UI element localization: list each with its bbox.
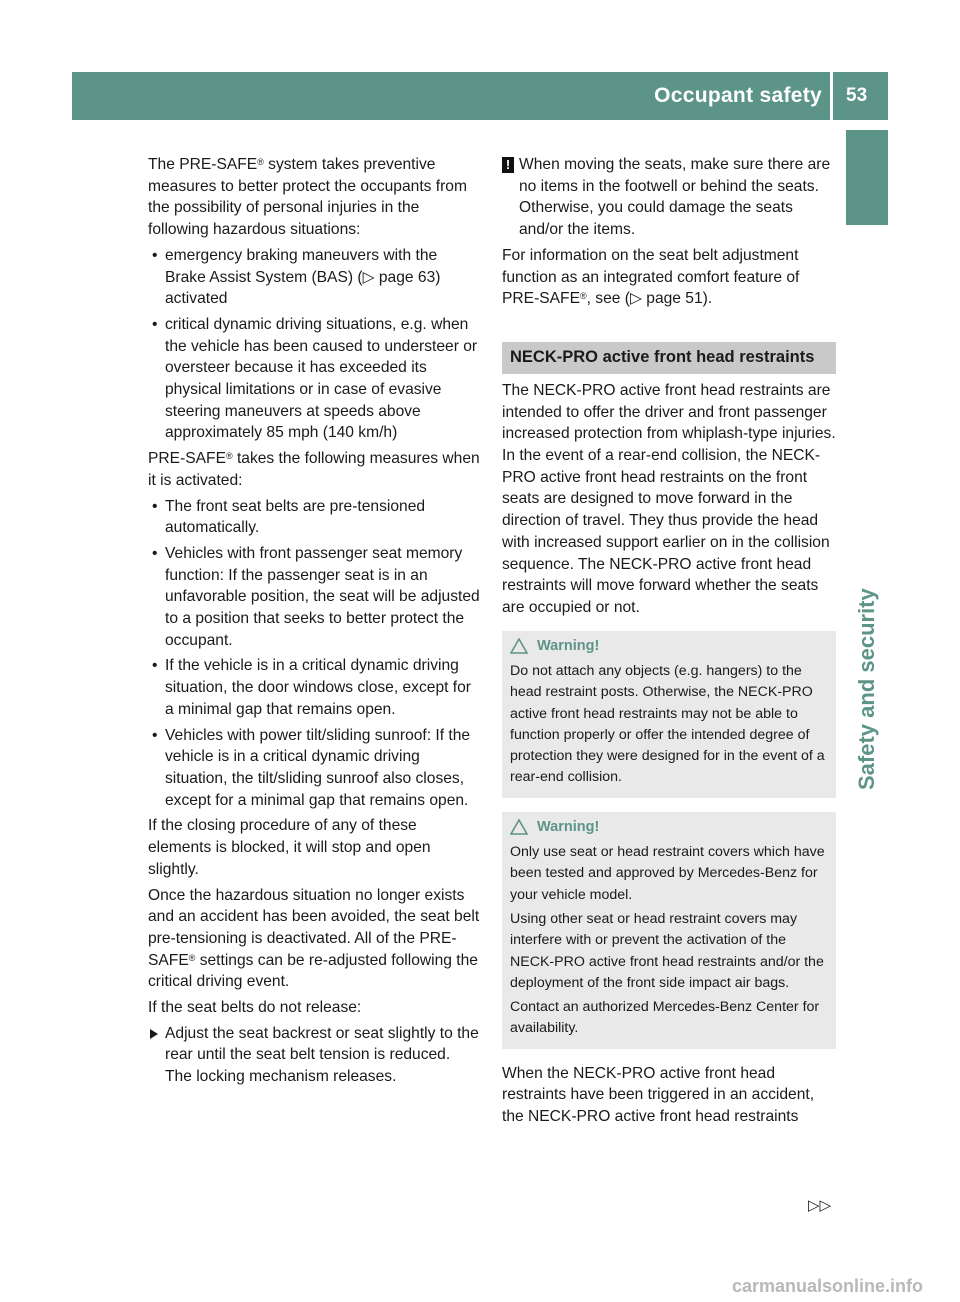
- paragraph: When the NECK-PRO active front head restraints have been triggered in an accident, the NECK-PRO active front head restraints: [502, 1064, 815, 1126]
- text-span: Once the hazardous situation no longer exists and an accident has been avoided, the seat belt pre-tensioning is deactivated. All of the PRE-SAFE: [148, 886, 480, 969]
- right-column: [502, 154, 836, 1132]
- page-number: 53: [846, 85, 868, 106]
- paragraph: [148, 154, 482, 241]
- warning-box: [502, 631, 836, 798]
- note-text: When moving the seats, make sure there are no items in the footwell or behind the seats. Otherwise, you could damage the seats and/or the items.: [519, 156, 831, 239]
- warning-text: Using other seat or head restraint covers may interfere with or prevent the activation of the NECK-PRO active front head restraints and/or the deployment of the front side impact air bags.: [510, 910, 824, 991]
- step-text: Adjust the seat backrest or seat slightly to the rear until the seat belt tension is reduced.: [165, 1024, 479, 1064]
- paragraph: If the seat belts do not release:: [148, 999, 362, 1017]
- list-item: • critical dynamic driving situations, e.g. when the vehicle has been caused to understeer or oversteer because it has exceeded its physical limitations or in case of evasive steering maneuvers at speeds above approximately 85 mph (140 km/h): [148, 314, 482, 444]
- paragraph: [148, 885, 482, 994]
- warning-title: [510, 817, 828, 838]
- warning-text: Do not attach any objects (e.g. hangers) to the head restraint posts. Otherwise, the NECK-PRO active front head restraints may not be able to function properly or offer the intended degree of protection they were designed for in the event of a rear-end collision.: [510, 662, 825, 786]
- registered-mark: ®: [579, 291, 587, 302]
- warning-triangle-icon: [510, 638, 528, 654]
- warning-title: [510, 636, 828, 657]
- text-span: PRE-SAFE: [148, 450, 226, 468]
- text-span: The PRE-SAFE: [148, 156, 258, 173]
- warning-triangle-icon: [510, 819, 528, 835]
- page-title: Occupant safety: [654, 84, 822, 107]
- list-item: • Vehicles with front passenger seat memory function: If the passenger seat is in an unfavorable position, the seat will be adjusted to a position that seeks to better protect the occupant.: [148, 543, 482, 652]
- warning-title-text: Warning!: [537, 818, 600, 835]
- warning-box: [502, 812, 836, 1049]
- exclamation-icon: !: [502, 157, 514, 173]
- list-item: • If the vehicle is in a critical dynamic driving situation, the door windows close, except for a minimal gap that remains open.: [148, 655, 482, 720]
- side-tab-label: Safety and security: [854, 588, 879, 790]
- step-result: The locking mechanism releases.: [165, 1068, 397, 1086]
- warning-text: Contact an authorized Mercedes-Benz Center for availability.: [510, 999, 820, 1037]
- text-span: For information on the seat belt adjustment function as an integrated comfort feature of PRE-SAFE: [502, 246, 800, 308]
- registered-mark: ®: [188, 952, 196, 963]
- text-span: takes the following measures when it is activated:: [148, 450, 480, 489]
- paragraph: [148, 448, 482, 491]
- text-span: settings can be re-adjusted following the critical driving event.: [148, 951, 478, 991]
- paragraph: The NECK-PRO active front head restraints are intended to offer the driver and front passenger increased protection from whiplash-type injuries. In the event of a rear-end collision, the NECK-PRO active front head restraints on the front seats are designed to move forward in the direction of travel. They thus provide the head with increased support earlier on in the collision sequence. The NECK-PRO active front head restraints will move forward whether the seats are occupied or not.: [502, 381, 836, 616]
- left-column: [148, 154, 482, 1088]
- paragraph: [502, 245, 836, 310]
- registered-mark: ®: [257, 157, 264, 167]
- warning-title-text: Warning!: [537, 637, 600, 654]
- instruction-step: [148, 1023, 482, 1088]
- paragraph: If the closing procedure of any of these elements is blocked, it will stop and open slightly.: [148, 817, 431, 878]
- section-heading: NECK-PRO active front head restraints: [502, 342, 836, 374]
- continued-icon: ▷▷: [808, 1197, 832, 1214]
- side-tab-block: [846, 130, 888, 225]
- list-item: • The front seat belts are pre-tensioned automatically.: [148, 496, 482, 539]
- warning-text: Only use seat or head restraint covers which have been tested and approved by Mercedes-Benz for your vehicle model.: [510, 844, 825, 903]
- list-item: • Vehicles with power tilt/sliding sunroof: If the vehicle is in a critical dynamic driving situation, the tilt/sliding sunroof also closes, except for a minimal gap that remains open.: [148, 725, 482, 812]
- header-separator: [830, 72, 833, 120]
- caution-note: [502, 154, 836, 241]
- footer-watermark: carmanualsonline.info: [732, 1276, 924, 1296]
- registered-mark: ®: [225, 451, 233, 462]
- list-item: • emergency braking maneuvers with the Brake Assist System (BAS) (▷ page 63) activated: [148, 245, 482, 310]
- text-span: system takes preventive measures to better protect the occupants from the possibility of personal injuries in the following hazardous situations:: [148, 156, 467, 239]
- text-span: , see (▷ page 51).: [586, 290, 713, 308]
